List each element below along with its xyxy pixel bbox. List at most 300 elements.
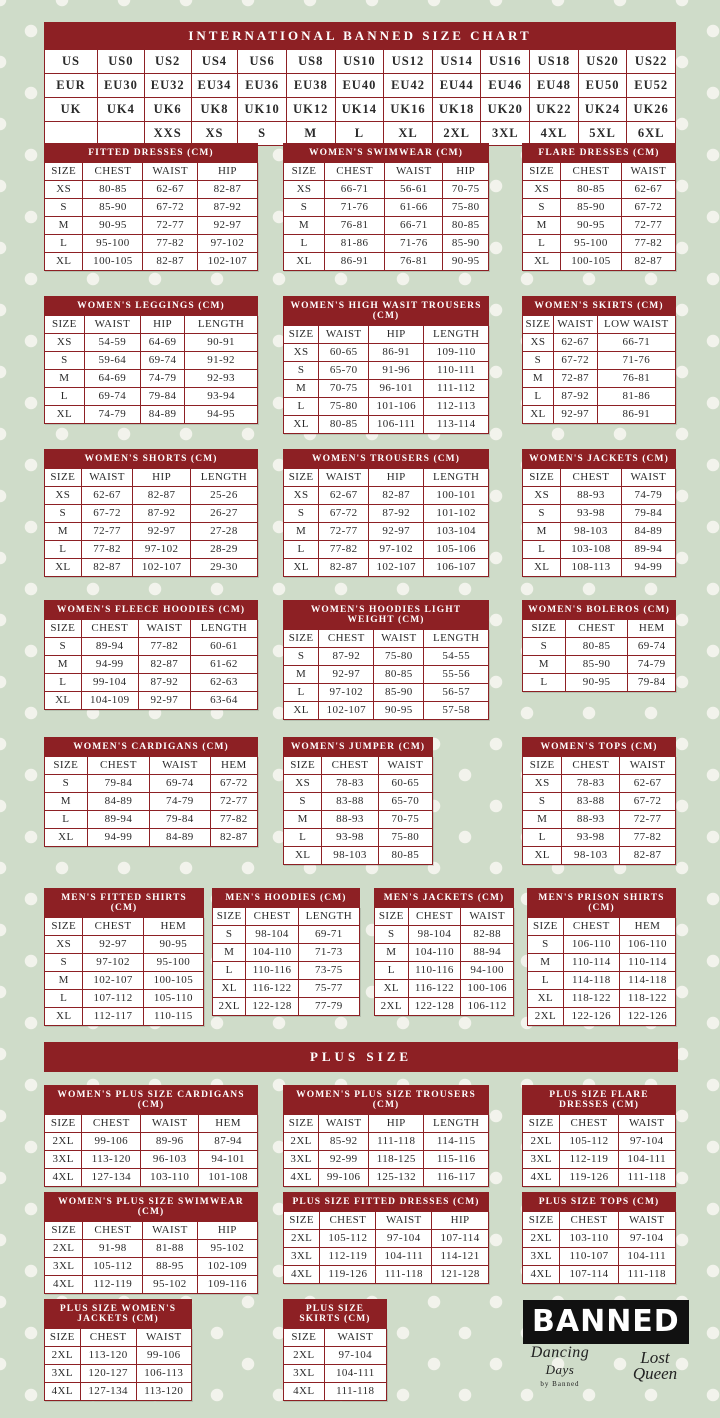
table-cell: 56-57 [424,684,489,702]
column-header: HIP [197,1222,257,1240]
table-cell: 66-71 [385,217,443,235]
international-cell: US18 [530,50,579,74]
table-row [375,998,514,1016]
table-row [45,829,258,847]
international-cell: EU42 [384,74,433,98]
table-cell: 111-112 [424,380,489,398]
table-cell: L [523,235,561,253]
table-cell: M [45,217,83,235]
table-block-womens-swimwear [283,143,489,271]
table-row [528,972,676,990]
table-cell: XS [523,181,561,199]
international-cell: UK12 [286,98,335,122]
table-cell: XL [45,1008,83,1026]
table-header-row [523,163,676,181]
table-cell: S [284,362,319,380]
table-cell: 93-94 [185,388,258,406]
table-cell: L [213,962,246,980]
table-cell: 80-85 [378,847,432,865]
table-header-row [45,1329,192,1347]
table-row [523,370,676,388]
international-cell: EU52 [627,74,676,98]
table-cell: 72-77 [210,793,257,811]
international-cell: XS [191,122,238,146]
international-cell: EUR [45,74,98,98]
column-header: HIP [369,469,424,487]
table-caption: WOMEN'S SWIMWEAR (CM) [283,143,489,162]
table-cell: 2XL [523,1230,560,1248]
size-table [522,1211,676,1284]
table-caption: WOMEN'S SHORTS (CM) [44,449,258,468]
table-cell: 110-111 [424,362,489,380]
size-table [283,1114,489,1187]
column-header: WAIST [374,630,424,648]
international-cell: 2XL [432,122,481,146]
table-cell: 86-91 [597,406,675,424]
table-row [284,684,489,702]
table-cell: 103-108 [561,541,621,559]
table-header-row [523,620,676,638]
table-cell: 95-100 [561,235,621,253]
column-header: CHEST [83,1222,143,1240]
international-row [45,74,676,98]
table-cell: 70-75 [443,181,489,199]
table-cell: 127-134 [82,1169,141,1187]
table-row [523,505,676,523]
table-cell: 120-127 [80,1365,136,1383]
table-cell: XL [523,253,561,271]
table-cell: 122-128 [408,998,461,1016]
table-cell: 102-107 [83,972,143,990]
table-cell: XL [375,980,409,998]
table-cell: 62-67 [143,181,197,199]
table-row [284,702,489,720]
table-cell: 92-97 [369,523,424,541]
international-cell: UK [45,98,98,122]
table-cell: XL [528,990,564,1008]
column-header: WAIST [319,469,369,487]
size-table [522,315,676,424]
table-cell: 4XL [45,1169,82,1187]
international-cell: US14 [432,50,481,74]
table-cell: 79-84 [141,388,185,406]
table-block-mens-hoodies [212,888,360,1016]
table-row [523,199,676,217]
table-block-fitted-dresses [44,143,258,271]
table-row [284,541,489,559]
table-cell: 62-63 [190,674,257,692]
table-cell: 112-119 [83,1276,143,1294]
table-row [284,398,489,416]
table-cell: 3XL [523,1151,560,1169]
table-cell: XS [523,775,562,793]
table-block-womens-jumper [283,737,433,865]
column-header: CHEST [319,630,374,648]
table-cell: 85-92 [319,1133,369,1151]
table-cell: 77-82 [620,829,676,847]
size-table [212,907,360,1016]
table-cell: 97-102 [133,541,190,559]
international-cell: S [238,122,287,146]
table-cell: 80-85 [561,181,621,199]
table-cell: 62-67 [81,487,133,505]
column-header: SIZE [45,757,88,775]
table-cell: 112-113 [424,398,489,416]
international-cell [45,122,98,146]
table-row [45,388,258,406]
column-header: HIP [432,1212,489,1230]
table-row [284,1347,387,1365]
table-cell: L [523,674,566,692]
table-row [523,181,676,199]
table-cell: 100-106 [461,980,514,998]
column-header: CHEST [563,918,619,936]
table-cell: 72-77 [621,217,675,235]
international-cell: US [45,50,98,74]
table-row [375,980,514,998]
international-cell: EU34 [191,74,238,98]
table-cell: 2XL [284,1133,319,1151]
table-row [213,962,360,980]
size-table [44,468,258,577]
table-cell: 84-89 [621,523,675,541]
table-cell: 121-128 [432,1266,489,1284]
table-cell: 100-105 [83,253,143,271]
table-cell: 77-82 [621,235,675,253]
table-cell: 62-67 [620,775,676,793]
column-header: HIP [369,326,424,344]
table-row [523,847,676,865]
column-header: SIZE [528,918,564,936]
table-cell: 87-92 [197,199,257,217]
size-table [44,162,258,271]
column-header: SIZE [284,1329,325,1347]
column-header: LENGTH [424,326,489,344]
table-cell: M [284,380,319,398]
table-cell: S [45,352,85,370]
table-cell: 103-104 [424,523,489,541]
table-cell: S [45,199,83,217]
table-cell: 102-107 [197,253,257,271]
international-cell: UK24 [578,98,627,122]
table-header-row [523,1212,676,1230]
table-cell: 95-102 [197,1240,257,1258]
table-cell: 113-114 [424,416,489,434]
table-row [375,944,514,962]
column-header: CHEST [561,469,621,487]
table-row [284,666,489,684]
column-header: LENGTH [190,469,257,487]
table-cell: 108-113 [561,559,621,577]
table-caption: WOMEN'S SKIRTS (CM) [522,296,676,315]
table-cell: 94-99 [87,829,150,847]
table-header-row [284,469,489,487]
table-cell: 2XL [45,1240,83,1258]
table-cell: 82-87 [138,656,190,674]
international-cell: EU36 [238,74,287,98]
table-cell: L [45,674,82,692]
table-cell: 72-87 [553,370,597,388]
table-cell: 111-118 [618,1169,676,1187]
table-cell: 88-93 [561,487,621,505]
table-block-mens-jackets [374,888,514,1016]
table-row [45,811,258,829]
table-block-flare-dresses [522,143,676,271]
column-header: WAIST [138,620,190,638]
table-cell: 69-74 [141,352,185,370]
column-header: HEM [628,620,676,638]
table-cell: 92-97 [138,692,190,710]
table-row [523,523,676,541]
table-cell: 110-116 [246,962,298,980]
column-header: LENGTH [424,630,489,648]
table-cell: 4XL [523,1266,560,1284]
table-cell: M [45,972,83,990]
column-header: SIZE [523,620,566,638]
table-cell: 2XL [284,1230,320,1248]
table-cell: 97-104 [376,1230,432,1248]
size-table [44,619,258,710]
table-cell: 76-81 [597,370,675,388]
table-cell: 111-118 [369,1133,424,1151]
column-header: HEM [210,757,257,775]
table-header-row [528,918,676,936]
table-cell: 90-95 [83,217,143,235]
table-row [523,656,676,674]
table-row [375,926,514,944]
international-cell: UK16 [384,98,433,122]
table-cell: 103-110 [560,1230,618,1248]
table-row [45,253,258,271]
dancing-days-line2: Days [545,1362,575,1377]
table-row [45,638,258,656]
column-header: CHEST [320,1212,376,1230]
table-cell: 80-85 [374,666,424,684]
table-cell: 70-75 [319,380,369,398]
table-cell: 105-110 [143,990,203,1008]
table-row [45,1258,258,1276]
table-cell: 82-87 [319,559,369,577]
table-cell: XL [284,702,319,720]
column-header: WAIST [385,163,443,181]
table-cell: M [284,666,319,684]
table-cell: M [523,217,561,235]
table-cell: M [45,656,82,674]
table-cell: 82-87 [81,559,133,577]
table-cell: 67-72 [210,775,257,793]
column-header: CHEST [560,1212,618,1230]
table-row [45,181,258,199]
table-cell: 92-97 [197,217,257,235]
table-cell: 86-91 [325,253,385,271]
table-cell: 106-111 [369,416,424,434]
international-size-table [44,49,676,146]
table-header-row [523,316,676,334]
table-cell: 67-72 [620,793,676,811]
size-table [44,1221,258,1294]
column-header: WAIST [136,1329,191,1347]
column-header: WAIST [618,1212,676,1230]
table-cell: XS [45,334,85,352]
table-cell: S [45,638,82,656]
table-cell: 85-90 [83,199,143,217]
column-header: SIZE [523,1212,560,1230]
table-caption: PLUS SIZE SKIRTS (CM) [283,1299,387,1328]
table-caption: WOMEN'S HOODIES LIGHT WEIGHT (CM) [283,600,489,629]
table-cell: 97-104 [324,1347,386,1365]
column-header: SIZE [45,918,83,936]
table-cell: 90-95 [443,253,489,271]
table-cell: 112-119 [560,1151,618,1169]
table-cell: 64-69 [141,334,185,352]
column-header: CHEST [87,757,150,775]
international-row [45,50,676,74]
column-header: LENGTH [298,908,359,926]
column-header: HIP [369,1115,424,1133]
international-cell: UK20 [481,98,530,122]
international-cell: UK8 [191,98,238,122]
size-table [522,619,676,692]
lost-queen-line1: Lost [640,1348,670,1367]
table-cell: S [528,936,564,954]
table-cell: 82-87 [621,253,675,271]
table-header-row [284,630,489,648]
table-row [523,1169,676,1187]
table-cell: 98-104 [408,926,461,944]
size-table [283,629,489,720]
table-header-row [45,620,258,638]
table-cell: 91-92 [185,352,258,370]
table-cell: 80-85 [565,638,628,656]
table-row [45,406,258,424]
table-row [284,1133,489,1151]
table-cell: XS [523,487,561,505]
table-header-row [45,469,258,487]
international-cell: L [335,122,384,146]
table-row [284,793,433,811]
table-row [523,406,676,424]
table-cell: 114-115 [424,1133,489,1151]
table-cell: 88-93 [322,811,378,829]
table-cell: 69-74 [628,638,676,656]
table-cell: 76-81 [385,253,443,271]
table-row [523,253,676,271]
table-cell: 91-96 [369,362,424,380]
table-cell: 87-92 [553,388,597,406]
table-cell: 98-103 [562,847,620,865]
table-caption: WOMEN'S HIGH WASIT TROUSERS (CM) [283,296,489,325]
column-header: LENGTH [190,620,257,638]
table-cell: 77-82 [138,638,190,656]
table-cell: S [45,505,82,523]
column-header: SIZE [523,163,561,181]
table-cell: 87-92 [138,674,190,692]
table-cell: 125-132 [369,1169,424,1187]
column-header: SIZE [375,908,409,926]
table-cell: 75-80 [319,398,369,416]
table-cell: 3XL [284,1248,320,1266]
table-row [45,1347,192,1365]
table-cell: S [284,505,319,523]
table-caption: WOMEN'S PLUS SIZE SWIMWEAR (CM) [44,1192,258,1221]
table-cell: S [523,505,561,523]
table-cell: 63-64 [190,692,257,710]
table-cell: 98-103 [322,847,378,865]
column-header: SIZE [523,1115,560,1133]
table-row [523,1230,676,1248]
table-cell: 88-95 [143,1258,198,1276]
table-row [45,334,258,352]
table-caption: WOMEN'S PLUS SIZE CARDIGANS (CM) [44,1085,258,1114]
column-header: CHEST [565,620,628,638]
table-row [45,793,258,811]
table-cell: XS [284,181,325,199]
table-cell: L [284,541,319,559]
table-row [45,972,204,990]
size-table [44,1114,258,1187]
table-cell: 3XL [45,1151,82,1169]
table-cell: 61-66 [385,199,443,217]
international-cell: XXS [144,122,191,146]
table-cell: 67-72 [621,199,675,217]
table-row [523,487,676,505]
table-row [523,217,676,235]
table-cell: 77-82 [81,541,133,559]
table-cell: L [284,398,319,416]
international-cell: UK26 [627,98,676,122]
table-cell: 109-116 [197,1276,257,1294]
table-row [45,352,258,370]
international-cell: US8 [286,50,335,74]
table-row [45,1169,258,1187]
table-cell: 90-91 [185,334,258,352]
table-cell: 2XL [45,1133,82,1151]
international-table-body [45,50,676,146]
table-row [284,487,489,505]
table-cell: 71-76 [385,235,443,253]
table-cell: 94-99 [621,559,675,577]
size-table [44,917,204,1026]
table-cell: 118-125 [369,1151,424,1169]
column-header: SIZE [284,469,319,487]
table-cell: 110-116 [408,962,461,980]
table-row [523,775,676,793]
column-header: WAIST [84,316,140,334]
table-caption: WOMEN'S PLUS SIZE TROUSERS (CM) [283,1085,489,1114]
international-cell: EU44 [432,74,481,98]
table-block-plus-size-skirts [283,1299,387,1401]
table-caption: WOMEN'S LEGGINGS (CM) [44,296,258,315]
table-row [523,541,676,559]
table-block-womens-jackets [522,449,676,577]
table-cell: 110-115 [143,1008,203,1026]
table-cell: L [375,962,409,980]
table-row [375,962,514,980]
table-row [523,829,676,847]
table-header-row [284,1115,489,1133]
table-row [284,559,489,577]
table-cell: 97-102 [369,541,424,559]
international-size-chart [44,22,676,146]
table-row [284,1169,489,1187]
table-cell: L [523,388,554,406]
table-cell: 116-117 [424,1169,489,1187]
table-cell: 105-112 [83,1258,143,1276]
table-cell: 102-107 [133,559,190,577]
table-cell: 94-99 [81,656,138,674]
column-header: SIZE [213,908,246,926]
table-cell: M [375,944,409,962]
